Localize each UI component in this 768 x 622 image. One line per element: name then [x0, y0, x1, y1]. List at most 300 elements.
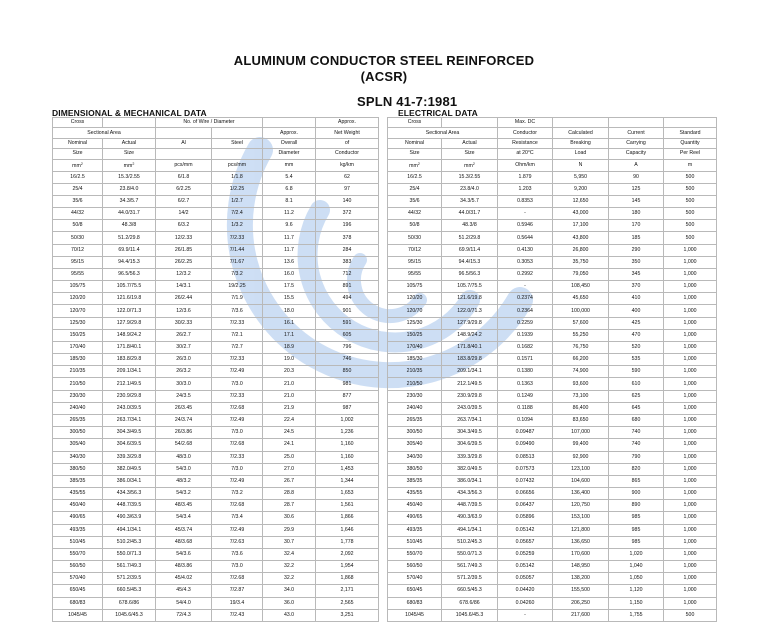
cell-breaking-load: 104,600 — [553, 475, 609, 487]
hdr-sectional-area: Sectional Area — [53, 128, 156, 138]
cell-steel-wire: 7/3.6 — [212, 305, 263, 317]
cell-r-nominal-size: 16/2.5 — [388, 171, 442, 183]
cell-current-capacity: 985 — [609, 524, 664, 536]
cell-al-wire: 14/3.1 — [156, 281, 212, 293]
cell-net-weight: 1,160 — [316, 439, 379, 451]
cell-net-weight: 1,868 — [316, 573, 379, 585]
cell-quantity-per-reel: 1,000 — [664, 366, 717, 378]
column-gap — [379, 439, 388, 451]
cell-al-wire: 26/3.0 — [156, 354, 212, 366]
column-gap — [379, 366, 388, 378]
cell-breaking-load: 83,650 — [553, 415, 609, 427]
column-gap — [379, 256, 388, 268]
hdr-al: Al — [156, 138, 212, 148]
cell-current-capacity: 820 — [609, 463, 664, 475]
cell-overall-diameter: 18.9 — [263, 341, 316, 353]
cell-net-weight: 901 — [316, 305, 379, 317]
section-dimensional-label: DIMENSIONAL & MECHANICAL DATA — [52, 108, 207, 118]
cell-steel-wire: 7/3.4 — [212, 512, 263, 524]
cell-resistance: 1.879 — [498, 171, 553, 183]
cell-net-weight: 494 — [316, 293, 379, 305]
table-row — [53, 488, 717, 500]
table-row — [53, 378, 717, 390]
cell-resistance: 0.1939 — [498, 329, 553, 341]
cell-nominal-size: 340/30 — [53, 451, 103, 463]
cell-breaking-load: 17,100 — [553, 220, 609, 232]
cell-net-weight: 877 — [316, 390, 379, 402]
hdr-r-per-reel: Per Reel — [664, 149, 717, 159]
cell-r-actual-size: 494.1/34.1 — [442, 524, 498, 536]
cell-quantity-per-reel: 1,000 — [664, 597, 717, 609]
cell-current-capacity: 370 — [609, 281, 664, 293]
cell-actual-size: 15.3/2.55 — [103, 171, 156, 183]
cell-resistance: 0.1380 — [498, 366, 553, 378]
cell-r-nominal-size: 150/25 — [388, 329, 442, 341]
cell-r-nominal-size: 210/50 — [388, 378, 442, 390]
cell-current-capacity: 985 — [609, 512, 664, 524]
cell-actual-size: 94.4/15.3 — [103, 256, 156, 268]
cell-overall-diameter: 27.0 — [263, 463, 316, 475]
cell-breaking-load: 123,100 — [553, 463, 609, 475]
header-row-2 — [53, 128, 717, 138]
cell-steel-wire: 7/2.1 — [212, 329, 263, 341]
column-gap — [379, 536, 388, 548]
cell-overall-diameter: 32.4 — [263, 548, 316, 560]
column-gap — [379, 500, 388, 512]
cell-resistance: 0.8353 — [498, 195, 553, 207]
cell-net-weight: 981 — [316, 378, 379, 390]
table-row — [53, 341, 717, 353]
cell-actual-size: 122.0/71.3 — [103, 305, 156, 317]
column-gap — [379, 402, 388, 414]
table-row — [53, 354, 717, 366]
cell-current-capacity: 180 — [609, 208, 664, 220]
cell-steel-wire: 7/3.0 — [212, 427, 263, 439]
cell-quantity-per-reel: 500 — [664, 195, 717, 207]
cell-actual-size: 304.6/39.5 — [103, 439, 156, 451]
acsr-spec-table — [52, 117, 717, 622]
table-row — [53, 366, 717, 378]
cell-steel-wire: 1/3.2 — [212, 220, 263, 232]
cell-resistance: - — [498, 281, 553, 293]
cell-r-nominal-size: 450/40 — [388, 500, 442, 512]
cell-net-weight: 1,453 — [316, 463, 379, 475]
cell-quantity-per-reel: 1,000 — [664, 500, 717, 512]
cell-net-weight: 378 — [316, 232, 379, 244]
cell-breaking-load: 76,750 — [553, 341, 609, 353]
cell-actual-size: 490.3/63.9 — [103, 512, 156, 524]
cell-r-nominal-size: 510/45 — [388, 536, 442, 548]
cell-breaking-load: 99,400 — [553, 439, 609, 451]
cell-steel-wire: 7/2.33 — [212, 390, 263, 402]
cell-net-weight: 891 — [316, 281, 379, 293]
cell-resistance: 0.1249 — [498, 390, 553, 402]
hdr-of: of — [316, 138, 379, 148]
cell-r-actual-size: 304.3/49.5 — [442, 427, 498, 439]
hdr-r-carrying: Carrying — [609, 138, 664, 148]
table-row — [53, 585, 717, 597]
cell-steel-wire: 7/3.6 — [212, 548, 263, 560]
cell-actual-size: 23.8/4.0 — [103, 183, 156, 195]
cell-breaking-load: 5,950 — [553, 171, 609, 183]
cell-r-nominal-size: 385/35 — [388, 475, 442, 487]
cell-steel-wire: 7/3.0 — [212, 378, 263, 390]
cell-r-actual-size: 34.3/5.7 — [442, 195, 498, 207]
cell-al-wire: 26/3.45 — [156, 402, 212, 414]
cell-actual-size: 561.7/49.3 — [103, 561, 156, 573]
cell-steel-wire: 7/2.49 — [212, 366, 263, 378]
cell-resistance: 0.2364 — [498, 305, 553, 317]
cell-al-wire: 24/3.5 — [156, 390, 212, 402]
cell-quantity-per-reel: 1,000 — [664, 427, 717, 439]
cell-r-actual-size: 94.4/15.3 — [442, 256, 498, 268]
cell-al-wire: 26/2.44 — [156, 293, 212, 305]
cell-resistance: 0.1682 — [498, 341, 553, 353]
cell-steel-wire: 7/2.7 — [212, 341, 263, 353]
cell-overall-diameter: 6.8 — [263, 183, 316, 195]
hdr-r-actual: Actual — [442, 138, 498, 148]
cell-r-actual-size: 1045.6/45.3 — [442, 609, 498, 621]
cell-breaking-load: 26,800 — [553, 244, 609, 256]
cell-quantity-per-reel: 1,000 — [664, 415, 717, 427]
cell-al-wire: 45/3.74 — [156, 524, 212, 536]
hdr-r-standard: Standard — [664, 128, 717, 138]
cell-nominal-size: 70/12 — [53, 244, 103, 256]
column-gap — [379, 354, 388, 366]
cell-breaking-load: 153,100 — [553, 512, 609, 524]
cell-net-weight: 1,344 — [316, 475, 379, 487]
cell-steel-wire: 7/2.49 — [212, 524, 263, 536]
unit-mm: mm — [263, 159, 316, 171]
cell-net-weight: 850 — [316, 366, 379, 378]
cell-breaking-load: 107,000 — [553, 427, 609, 439]
cell-r-actual-size: 44.0/31.7 — [442, 208, 498, 220]
cell-breaking-load: 57,600 — [553, 317, 609, 329]
cell-al-wire: 54/2.68 — [156, 439, 212, 451]
cell-resistance: 0.05657 — [498, 536, 553, 548]
cell-al-wire: 6/1.8 — [156, 171, 212, 183]
cell-breaking-load: 148,950 — [553, 561, 609, 573]
table-row — [53, 597, 717, 609]
hdr-r-calculated: Calculated — [553, 128, 609, 138]
cell-quantity-per-reel: 1,000 — [664, 548, 717, 560]
cell-r-actual-size: 448.7/39.5 — [442, 500, 498, 512]
hdr-r-nominal: Nominal — [388, 138, 442, 148]
cell-resistance: 0.06437 — [498, 500, 553, 512]
cell-quantity-per-reel: 500 — [664, 183, 717, 195]
page-subtitle: (ACSR) — [360, 69, 408, 84]
table-row — [53, 451, 717, 463]
cell-nominal-size: 120/20 — [53, 293, 103, 305]
cell-current-capacity: 900 — [609, 488, 664, 500]
cell-overall-diameter: 17.1 — [263, 329, 316, 341]
table-body — [53, 171, 717, 621]
cell-steel-wire: 7/2.49 — [212, 475, 263, 487]
cell-breaking-load: 35,750 — [553, 256, 609, 268]
cell-overall-diameter: 19.0 — [263, 354, 316, 366]
cell-quantity-per-reel: 1,000 — [664, 317, 717, 329]
cell-r-nominal-size: 25/4 — [388, 183, 442, 195]
cell-quantity-per-reel: 1,000 — [664, 281, 717, 293]
cell-breaking-load: 79,050 — [553, 268, 609, 280]
cell-quantity-per-reel: 1,000 — [664, 402, 717, 414]
cell-quantity-per-reel: 1,000 — [664, 268, 717, 280]
cell-current-capacity: 1,050 — [609, 573, 664, 585]
cell-overall-diameter: 15.5 — [263, 293, 316, 305]
cell-al-wire: 6/2.25 — [156, 183, 212, 195]
cell-nominal-size: 210/35 — [53, 366, 103, 378]
cell-net-weight: 97 — [316, 183, 379, 195]
hdr-r-max-dc: Max. DC — [498, 118, 553, 128]
cell-resistance: 0.04260 — [498, 597, 553, 609]
table-row — [53, 390, 717, 402]
cell-overall-diameter: 5.4 — [263, 171, 316, 183]
cell-overall-diameter: 26.7 — [263, 475, 316, 487]
header-row-3 — [53, 138, 717, 148]
column-gap — [379, 220, 388, 232]
cell-al-wire: 6/2.7 — [156, 195, 212, 207]
cell-resistance: - — [498, 609, 553, 621]
cell-al-wire: 48/3.2 — [156, 475, 212, 487]
cell-quantity-per-reel: 1,000 — [664, 585, 717, 597]
cell-net-weight: 1,236 — [316, 427, 379, 439]
cell-resistance: 0.04420 — [498, 585, 553, 597]
hdr-r-load: Load — [553, 149, 609, 159]
cell-overall-diameter: 20.3 — [263, 366, 316, 378]
column-gap — [379, 232, 388, 244]
table-row — [53, 439, 717, 451]
cell-nominal-size: 650/45 — [53, 585, 103, 597]
cell-breaking-load: 93,600 — [553, 378, 609, 390]
table-header — [53, 118, 717, 172]
cell-current-capacity: 890 — [609, 500, 664, 512]
cell-current-capacity: 740 — [609, 427, 664, 439]
cell-r-nominal-size: 185/30 — [388, 354, 442, 366]
cell-resistance: 1.203 — [498, 183, 553, 195]
cell-steel-wire: 7/2.4 — [212, 208, 263, 220]
cell-r-actual-size: 105.7/75.5 — [442, 281, 498, 293]
cell-r-actual-size: 212.1/49.5 — [442, 378, 498, 390]
cell-current-capacity: 125 — [609, 183, 664, 195]
column-gap — [379, 488, 388, 500]
unit-pcs-steel: pcs/mm — [212, 159, 263, 171]
cell-net-weight: 140 — [316, 195, 379, 207]
table-row — [53, 305, 717, 317]
cell-actual-size: 121.6/19.8 — [103, 293, 156, 305]
cell-overall-diameter: 21.9 — [263, 402, 316, 414]
cell-quantity-per-reel: 1,000 — [664, 378, 717, 390]
cell-overall-diameter: 21.0 — [263, 390, 316, 402]
cell-overall-diameter: 29.9 — [263, 524, 316, 536]
cell-breaking-load: 121,800 — [553, 524, 609, 536]
cell-actual-size: 243.0/39.5 — [103, 402, 156, 414]
cell-r-actual-size: 51.2/29.8 — [442, 232, 498, 244]
table-row — [53, 281, 717, 293]
cell-net-weight: 196 — [316, 220, 379, 232]
cell-al-wire: 26/3.86 — [156, 427, 212, 439]
cell-r-actual-size: 490.3/63.9 — [442, 512, 498, 524]
cell-r-actual-size: 96.5/56.3 — [442, 268, 498, 280]
cell-al-wire: 54/3.6 — [156, 548, 212, 560]
cell-al-wire: 14/2 — [156, 208, 212, 220]
unit-r-mm2-actual: $mm^2$ — [442, 159, 498, 171]
cell-steel-wire: 7/2.63 — [212, 536, 263, 548]
cell-nominal-size: 210/50 — [53, 378, 103, 390]
cell-actual-size: 678.6/86 — [103, 597, 156, 609]
hdr-net-weight: Net Weight — [316, 128, 379, 138]
cell-current-capacity: 350 — [609, 256, 664, 268]
cell-current-capacity: 145 — [609, 195, 664, 207]
cell-steel-wire: 19/2.25 — [212, 281, 263, 293]
hdr-size-actual: Size — [103, 149, 156, 159]
cell-nominal-size: 570/40 — [53, 573, 103, 585]
cell-steel-wire: 7/2.87 — [212, 585, 263, 597]
cell-steel-wire: 7/2.68 — [212, 439, 263, 451]
hdr-r-size: Size — [388, 149, 442, 159]
header-row-1 — [53, 118, 717, 128]
cell-actual-size: 212.1/49.5 — [103, 378, 156, 390]
cell-net-weight: 1,866 — [316, 512, 379, 524]
cell-net-weight: 284 — [316, 244, 379, 256]
cell-actual-size: 48.3/8 — [103, 220, 156, 232]
cell-actual-size: 386.0/34.1 — [103, 475, 156, 487]
hdr-approx: Approx. — [316, 118, 379, 128]
hdr-r-quantity: Quantity — [664, 138, 717, 148]
cell-nominal-size: 50/8 — [53, 220, 103, 232]
cell-net-weight: 796 — [316, 341, 379, 353]
cell-r-actual-size: 121.6/19.8 — [442, 293, 498, 305]
cell-r-nominal-size: 95/55 — [388, 268, 442, 280]
cell-net-weight: 605 — [316, 329, 379, 341]
cell-r-actual-size: 434.3/56.3 — [442, 488, 498, 500]
cell-r-nominal-size: 550/70 — [388, 548, 442, 560]
cell-r-nominal-size: 120/70 — [388, 305, 442, 317]
cell-r-nominal-size: 44/32 — [388, 208, 442, 220]
table-row — [53, 244, 717, 256]
cell-current-capacity: 1,150 — [609, 597, 664, 609]
cell-r-nominal-size: 650/45 — [388, 585, 442, 597]
cell-steel-wire: 7/2.33 — [212, 232, 263, 244]
table-row — [53, 500, 717, 512]
cell-actual-size: 448.7/39.5 — [103, 500, 156, 512]
hdr-r-size-actual: Size — [442, 149, 498, 159]
cell-al-wire: 48/3.86 — [156, 561, 212, 573]
cell-net-weight: 372 — [316, 208, 379, 220]
cell-current-capacity: 410 — [609, 293, 664, 305]
cell-breaking-load: 206,250 — [553, 597, 609, 609]
cell-nominal-size: 385/35 — [53, 475, 103, 487]
cell-r-actual-size: 127.9/29.8 — [442, 317, 498, 329]
cell-current-capacity: 345 — [609, 268, 664, 280]
cell-al-wire: 45/4.3 — [156, 585, 212, 597]
cell-breaking-load: 100,000 — [553, 305, 609, 317]
cell-nominal-size: 510/45 — [53, 536, 103, 548]
cell-resistance: 0.07573 — [498, 463, 553, 475]
column-gap — [379, 183, 388, 195]
cell-al-wire: 30/2.33 — [156, 317, 212, 329]
cell-actual-size: 550.0/71.3 — [103, 548, 156, 560]
cell-nominal-size: 240/40 — [53, 402, 103, 414]
table-row — [53, 232, 717, 244]
column-gap — [379, 463, 388, 475]
cell-quantity-per-reel: 500 — [664, 171, 717, 183]
cell-r-nominal-size: 493/35 — [388, 524, 442, 536]
cell-overall-diameter: 24.5 — [263, 427, 316, 439]
unit-n: N — [553, 159, 609, 171]
cell-net-weight: 2,092 — [316, 548, 379, 560]
unit-pcs-al: pcs/mm — [156, 159, 212, 171]
table-row — [53, 329, 717, 341]
cell-quantity-per-reel: 500 — [664, 220, 717, 232]
cell-r-actual-size: 23.8/4.0 — [442, 183, 498, 195]
hdr-r-breaking: Breaking — [553, 138, 609, 148]
column-gap — [379, 573, 388, 585]
cell-overall-diameter: 32.2 — [263, 573, 316, 585]
cell-al-wire: 6/3.2 — [156, 220, 212, 232]
cell-actual-size: 339.3/29.8 — [103, 451, 156, 463]
cell-current-capacity: 790 — [609, 451, 664, 463]
cell-net-weight: 1,160 — [316, 451, 379, 463]
cell-resistance: 0.1571 — [498, 354, 553, 366]
section-electrical-label: ELECTRICAL DATA — [398, 108, 478, 118]
cell-r-actual-size: 571.2/39.5 — [442, 573, 498, 585]
cell-resistance: 0.2259 — [498, 317, 553, 329]
cell-resistance: 0.5644 — [498, 232, 553, 244]
column-gap — [379, 609, 388, 621]
cell-resistance: 0.1363 — [498, 378, 553, 390]
cell-quantity-per-reel: 1,000 — [664, 341, 717, 353]
cell-quantity-per-reel: 500 — [664, 232, 717, 244]
cell-r-nominal-size: 300/50 — [388, 427, 442, 439]
cell-current-capacity: 290 — [609, 244, 664, 256]
cell-breaking-load: 73,100 — [553, 390, 609, 402]
cell-resistance: 0.4130 — [498, 244, 553, 256]
cell-current-capacity: 610 — [609, 378, 664, 390]
cell-al-wire: 54/4.0 — [156, 597, 212, 609]
cell-current-capacity: 170 — [609, 220, 664, 232]
table-row — [53, 609, 717, 621]
cell-overall-diameter: 11.2 — [263, 208, 316, 220]
cell-nominal-size: 185/30 — [53, 354, 103, 366]
hdr-no-wire-diameter: No. of Wire / Diameter — [156, 118, 263, 128]
cell-steel-wire: 7/2.68 — [212, 402, 263, 414]
cell-nominal-size: 680/83 — [53, 597, 103, 609]
cell-r-nominal-size: 435/55 — [388, 488, 442, 500]
cell-overall-diameter: 11.7 — [263, 232, 316, 244]
cell-breaking-load: 136,400 — [553, 488, 609, 500]
cell-nominal-size: 44/32 — [53, 208, 103, 220]
cell-al-wire: 12/3.2 — [156, 268, 212, 280]
cell-r-nominal-size: 95/15 — [388, 256, 442, 268]
cell-r-nominal-size: 570/40 — [388, 573, 442, 585]
cell-r-nominal-size: 305/40 — [388, 439, 442, 451]
cell-overall-diameter: 13.6 — [263, 256, 316, 268]
cell-actual-size: 209.1/34.1 — [103, 366, 156, 378]
cell-al-wire: 54/3.2 — [156, 488, 212, 500]
cell-current-capacity: 400 — [609, 305, 664, 317]
cell-steel-wire: 19/3.4 — [212, 597, 263, 609]
cell-resistance: 0.5946 — [498, 220, 553, 232]
cell-net-weight: 1,954 — [316, 561, 379, 573]
cell-nominal-size: 105/75 — [53, 281, 103, 293]
cell-overall-diameter: 43.0 — [263, 609, 316, 621]
cell-r-actual-size: 209.1/34.1 — [442, 366, 498, 378]
column-gap — [379, 390, 388, 402]
cell-current-capacity: 90 — [609, 171, 664, 183]
cell-r-actual-size: 304.6/39.5 — [442, 439, 498, 451]
cell-quantity-per-reel: 1,000 — [664, 451, 717, 463]
cell-net-weight: 2,171 — [316, 585, 379, 597]
